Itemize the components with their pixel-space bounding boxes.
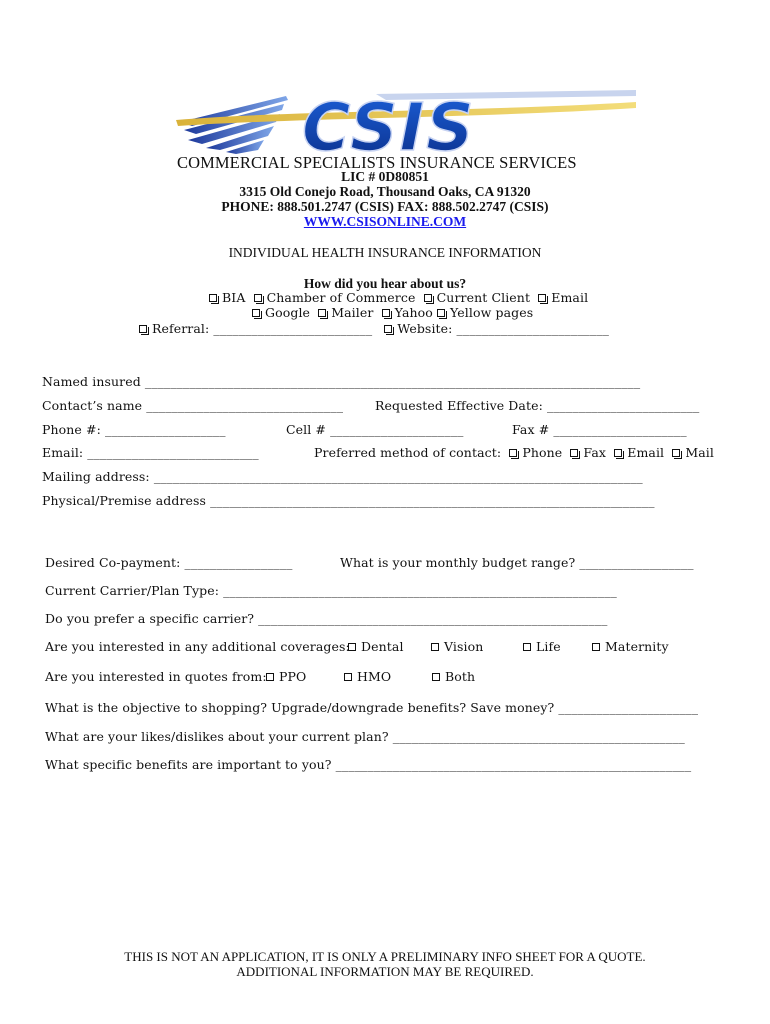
checkbox-icon[interactable] <box>672 449 680 457</box>
checkbox-icon[interactable] <box>384 325 392 333</box>
checkbox-icon[interactable] <box>424 294 432 302</box>
specific-carrier-field[interactable]: Do you prefer a specific carrier? _______________________________________________________ <box>45 611 608 626</box>
option-label: Current Client <box>436 290 531 305</box>
checkbox-icon[interactable] <box>592 643 600 651</box>
option-label: PPO <box>279 669 307 684</box>
coverage-option-dental[interactable] <box>348 639 404 654</box>
form-title: INDIVIDUAL HEALTH INSURANCE INFORMATION <box>228 245 542 260</box>
coverage-option-maternity[interactable] <box>592 639 669 654</box>
company-name: COMMERCIAL SPECIALISTS INSURANCE SERVICES <box>177 153 577 172</box>
desired-copayment-field[interactable]: Desired Co-payment: _________________ <box>45 555 293 570</box>
current-carrier-field[interactable]: Current Carrier/Plan Type: ______________________________________________________________ <box>45 583 617 598</box>
preferred-contact-row <box>314 445 714 460</box>
contact-option-fax[interactable] <box>566 445 606 460</box>
option-email[interactable] <box>538 290 588 305</box>
contact-option-phone[interactable] <box>505 445 562 460</box>
option-label: Chamber of Commerce <box>266 290 416 305</box>
option-label: Mail <box>685 445 714 460</box>
preferred-contact-label: Preferred method of contact: <box>314 445 502 460</box>
option-label: Fax <box>583 445 607 460</box>
email-field[interactable]: Email: ___________________________ <box>42 445 259 460</box>
option-current-client[interactable] <box>424 290 530 305</box>
contacts-name-field[interactable]: Contact’s name _______________________________ <box>42 398 344 413</box>
option-label: HMO <box>357 669 392 684</box>
option-label: Dental <box>361 639 404 654</box>
option-label: Email <box>627 445 665 460</box>
company-address: 3315 Old Conejo Road, Thousand Oaks, CA 91320 <box>239 184 531 199</box>
requested-effective-date-field[interactable]: Requested Effective Date: ________________________ <box>375 398 700 413</box>
option-chamber-of-commerce[interactable] <box>254 290 416 305</box>
option-bia[interactable] <box>209 290 245 305</box>
referral-options-row-1 <box>209 290 588 305</box>
option-referral[interactable] <box>139 321 372 336</box>
option-yahoo[interactable] <box>382 305 433 320</box>
checkbox-icon[interactable] <box>252 309 260 317</box>
option-label: Vision <box>444 639 484 654</box>
option-website[interactable] <box>384 321 609 336</box>
referral-field[interactable]: Referral: _________________________ <box>152 321 373 336</box>
shopping-objective-field[interactable]: What is the objective to shopping? Upgrade/downgrade benefits? Save money? ______________________ <box>45 700 699 715</box>
disclaimer-line-2: ADDITIONAL INFORMATION MAY BE REQUIRED. <box>236 964 534 979</box>
physical-address-field[interactable]: Physical/Premise address ______________________________________________________________________ <box>42 493 655 508</box>
checkbox-icon[interactable] <box>382 309 390 317</box>
referral-options-row-2 <box>252 305 533 320</box>
mailing-address-field[interactable]: Mailing address: _____________________________________________________________________________ <box>42 469 643 484</box>
option-label: Life <box>536 639 561 654</box>
phone-field[interactable]: Phone #: ___________________ <box>42 422 226 437</box>
option-mailer[interactable] <box>318 305 373 320</box>
cell-field[interactable]: Cell # _____________________ <box>286 422 464 437</box>
coverage-option-life[interactable] <box>523 639 561 654</box>
checkbox-icon[interactable] <box>538 294 546 302</box>
contact-option-email[interactable] <box>610 445 664 460</box>
option-label: Email <box>551 290 589 305</box>
checkbox-icon[interactable] <box>254 294 262 302</box>
option-google[interactable] <box>252 305 310 320</box>
coverage-option-vision[interactable] <box>431 639 483 654</box>
referral-question: How did you hear about us? <box>303 276 467 291</box>
quote-option-hmo[interactable] <box>344 669 391 684</box>
referral-website-row <box>139 321 609 336</box>
checkbox-icon[interactable] <box>209 294 217 302</box>
checkbox-icon[interactable] <box>348 643 356 651</box>
phone-fax: PHONE: 888.501.2747 (CSIS) FAX: 888.502.2747 (CSIS) <box>221 199 549 214</box>
checkbox-icon[interactable] <box>344 673 352 681</box>
monthly-budget-field[interactable]: What is your monthly budget range? __________________ <box>340 555 694 570</box>
license-number: LIC # 0D80851 <box>341 169 429 184</box>
option-label: Yellow pages <box>450 305 534 320</box>
checkbox-icon[interactable] <box>570 449 578 457</box>
additional-coverages-label: Are you interested in any additional coverages: <box>45 639 350 654</box>
option-label: Google <box>265 305 311 320</box>
option-yellow-pages[interactable] <box>437 305 533 320</box>
checkbox-icon[interactable] <box>432 673 440 681</box>
checkbox-icon[interactable] <box>523 643 531 651</box>
option-label: Both <box>445 669 476 684</box>
checkbox-icon[interactable] <box>614 449 622 457</box>
named-insured-field[interactable]: Named insured ______________________________________________________________________________ <box>42 374 641 389</box>
website-link[interactable]: WWW.CSISONLINE.COM <box>303 214 467 229</box>
checkbox-icon[interactable] <box>266 673 274 681</box>
checkbox-icon[interactable] <box>431 643 439 651</box>
checkbox-icon[interactable] <box>437 309 445 317</box>
quotes-from-label: Are you interested in quotes from: <box>45 669 267 684</box>
quote-option-ppo[interactable] <box>266 669 306 684</box>
option-label: Phone <box>522 445 563 460</box>
checkbox-icon[interactable] <box>509 449 517 457</box>
logo-wordmark: CSIS <box>302 90 476 166</box>
specific-benefits-field[interactable]: What specific benefits are important to you? ________________________________________________________ <box>45 757 692 772</box>
disclaimer-line-1: THIS IS NOT AN APPLICATION, IT IS ONLY A PRELIMINARY INFO SHEET FOR A QUOTE. <box>124 949 646 964</box>
option-label: Maternity <box>605 639 669 654</box>
option-label: BIA <box>222 290 246 305</box>
checkbox-icon[interactable] <box>318 309 326 317</box>
checkbox-icon[interactable] <box>139 325 147 333</box>
option-label: Yahoo <box>394 305 433 320</box>
contact-option-mail[interactable] <box>668 445 714 460</box>
fax-field[interactable]: Fax # _____________________ <box>512 422 687 437</box>
quote-option-both[interactable] <box>432 669 475 684</box>
option-label: Mailer <box>331 305 374 320</box>
likes-dislikes-field[interactable]: What are your likes/dislikes about your current plan? ______________________________________________ <box>45 729 685 744</box>
website-field[interactable]: Website: ________________________ <box>397 321 609 336</box>
